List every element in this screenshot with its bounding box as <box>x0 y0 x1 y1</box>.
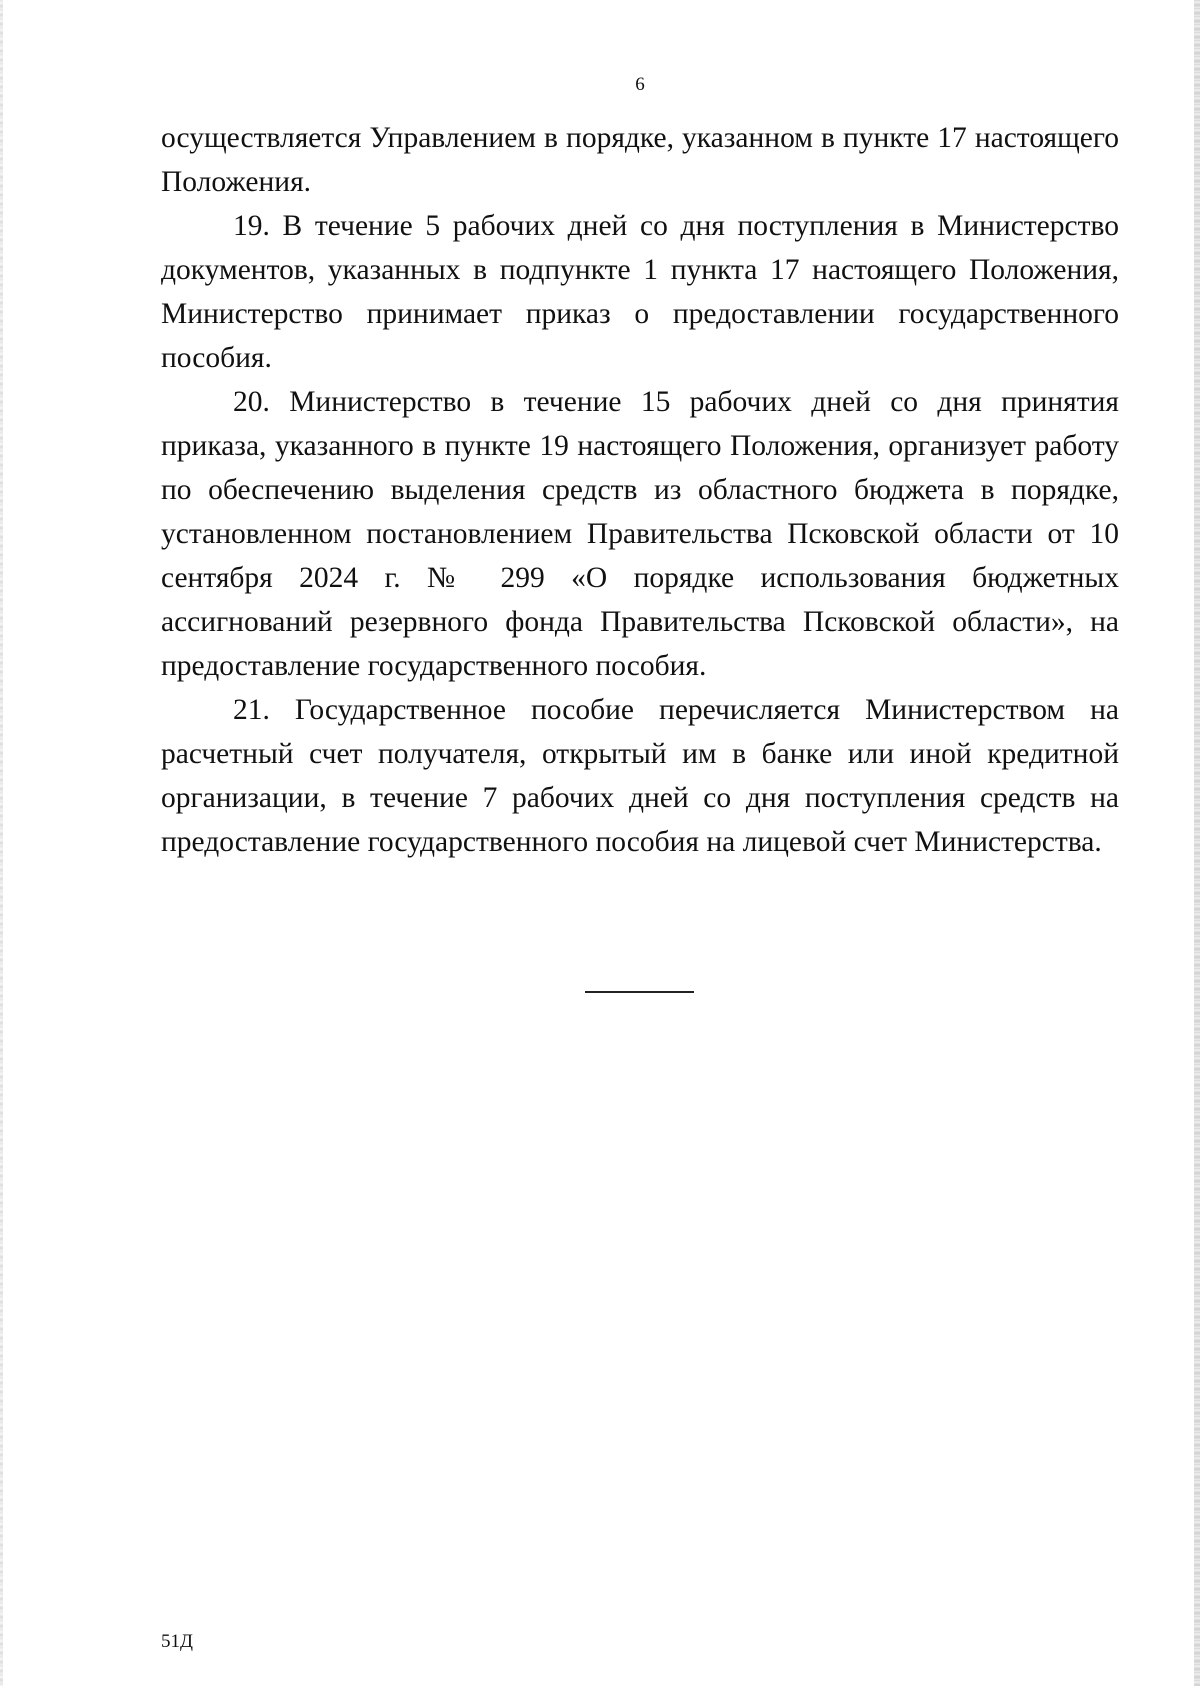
document-body <box>161 116 1119 864</box>
paragraph-21: 21. Государственное пособие перечисляется Министерством на расчетный счет получателя, открытый им в банке или иной кредитной организации, в течение 7 рабочих дней со дня поступления средств на предоставление государственного пособия на лицевой счет Министерства. <box>161 694 1119 858</box>
footer-document-code: 51Д <box>161 1631 193 1652</box>
paragraph-19: 19. В течение 5 рабочих дней со дня поступления в Министерство документов, указанных в подпункте 1 пункта 17 настоящего Положения, Министерство принимает приказ о предоставлении государственного пособия. <box>161 210 1119 374</box>
scan-edge-right <box>1194 0 1200 1686</box>
page-number: 6 <box>635 74 645 95</box>
end-of-document-rule <box>585 991 694 993</box>
paragraph-20: 20. Министерство в течение 15 рабочих дней со дня принятия приказа, указанного в пункте 19 настоящего Положения, организует работу по обеспечению выделения средств из областного бюджета в порядке, установленном постановлением Правительства Псковской области от 10 сентября 2024 г. № 299 «О порядке использования бюджетных ассигнований резервного фонда Правительства Псковской области», на предоставление государственного пособия. <box>161 386 1119 682</box>
paragraph-continuation: осуществляется Управлением в порядке, указанном в пункте 17 настоящего Положения. <box>161 122 1119 198</box>
scan-edge-left <box>0 0 3 1686</box>
